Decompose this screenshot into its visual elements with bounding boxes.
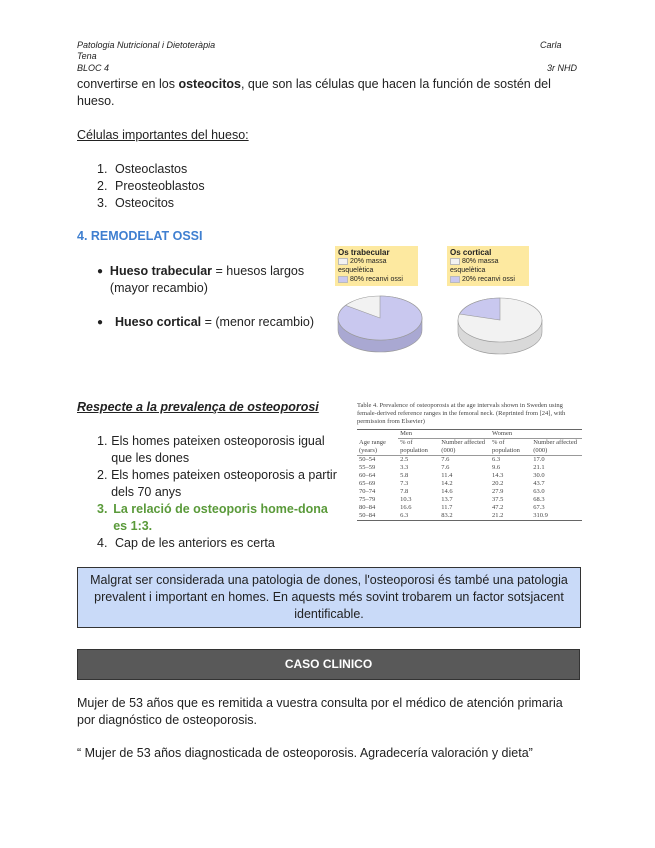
table-cell: 83.2 <box>441 512 453 519</box>
table-row <box>357 456 582 465</box>
table-cell: 5.8 <box>400 472 409 479</box>
course-title: Patologia Nutricional i Dietoteràpia <box>77 40 216 50</box>
list-item: 1. Osteoclastos <box>97 162 188 176</box>
trabecular-legend <box>335 246 418 286</box>
group-header-men: Men <box>398 430 490 439</box>
table-row <box>357 504 582 512</box>
list-item: 2. Els homes pateixen osteoporosis a partir dels 70 anys <box>97 468 337 499</box>
table-cell: 7.8 <box>400 488 409 495</box>
table-cell: 50–84 <box>359 512 376 519</box>
column-header: Age range (years) <box>359 438 386 454</box>
table-row <box>357 472 582 480</box>
legend-title: Os cortical <box>450 248 492 257</box>
table-cell: 11.4 <box>441 472 453 479</box>
swatch-icon <box>450 276 460 283</box>
table-cell: 14.6 <box>441 488 453 495</box>
table-cell: 3.3 <box>400 464 409 471</box>
table-cell: 14.2 <box>441 480 453 487</box>
group-label: 3r NHD <box>547 63 578 73</box>
table-cell: 7.3 <box>400 480 409 487</box>
table-cell: 6.3 <box>400 512 409 519</box>
table-row <box>357 496 582 504</box>
cells-heading: Células importantes del hueso: <box>77 128 249 142</box>
table-cell: 11.7 <box>441 504 453 511</box>
prevalence-list <box>97 433 345 552</box>
table-cell: 65–69 <box>359 480 376 487</box>
table-cell: 14.3 <box>492 472 504 479</box>
prevalence-table-figure <box>357 402 582 521</box>
table-cell: 20.2 <box>492 480 504 487</box>
swatch-icon <box>338 258 348 265</box>
table-cell: 67.3 <box>533 504 545 511</box>
list-item: ● Hueso trabecular = huesos largos (mayor recambio) <box>97 264 305 295</box>
table-row <box>357 464 582 472</box>
table-cell: 21.2 <box>492 512 504 519</box>
prevalence-heading: Respecte a la prevalença de osteoporosi <box>77 400 319 414</box>
list-item: 1. Els homes pateixen osteoporosis igual que les dones <box>97 434 325 465</box>
table-cell: 80–84 <box>359 504 376 511</box>
intro-text-pre: convertirse en los <box>77 77 179 91</box>
table-row <box>357 480 582 488</box>
intro-bold: osteocitos <box>178 77 241 91</box>
column-header: Number affected (000) <box>441 439 486 454</box>
block-label: BLOC 4 <box>77 63 110 73</box>
table-cell: 7.6 <box>441 456 450 463</box>
table-cell: 55–59 <box>359 464 376 471</box>
prevalence-table <box>357 429 582 521</box>
table-cell: 50–54 <box>359 456 376 463</box>
table-cell: 310.9 <box>533 512 548 519</box>
table-cell: 21.1 <box>533 464 545 471</box>
table-cell: 17.0 <box>533 456 545 463</box>
note-text: Malgrat ser considerada una patologia de dones, l'osteoporosi és també una patologia prevalent i important en homes. En aquests més sovint trobarem un factor sotsjacent identificable. <box>90 573 568 621</box>
list-item: 4. Cap de les anteriors es certa <box>97 536 275 550</box>
table-cell: 68.3 <box>533 496 545 503</box>
list-item: ● Hueso cortical = (menor recambio) <box>97 315 315 329</box>
table-cell: 75–79 <box>359 496 376 503</box>
cells-list <box>97 161 205 212</box>
table-cell: 70–74 <box>359 488 376 495</box>
legend-title: Os trabecular <box>338 248 390 257</box>
case-paragraph-2: “ Mujer de 53 años diagnosticada de osteoporosis. Agradecería valoración y dieta” <box>77 746 533 760</box>
intro-paragraph <box>77 76 582 110</box>
table-cell: 6.3 <box>492 456 501 463</box>
section-title: 4. REMODELAT OSSI <box>77 229 203 243</box>
table-cell: 10.3 <box>400 496 412 503</box>
author-last-name: Tena <box>77 51 97 61</box>
table-cell: 2.5 <box>400 456 409 463</box>
column-header: Number affected (000) <box>533 439 577 454</box>
table-caption: Table 4. Prevalence of osteoporosis at the age intervals shown in Sweden using female-derived reference ranges in the femoral neck. (Reprinted from [24], with permission from Elsevier) <box>357 402 566 425</box>
list-item: 3. Osteocitos <box>97 196 175 210</box>
swatch-icon <box>338 276 348 283</box>
table-cell: 13.7 <box>441 496 453 503</box>
column-header: % of population <box>492 439 520 454</box>
case-title-bar <box>77 649 580 680</box>
trabecular-pie-chart <box>335 288 425 354</box>
column-header: % of population <box>400 439 428 454</box>
legend-entry: 20% recanvi ossi <box>450 275 526 284</box>
case-paragraph-1: Mujer de 53 años que es remitida a vuestra consulta por el médico de atención primaria por diagnóstico de osteoporosis. <box>77 696 563 727</box>
table-cell: 43.7 <box>533 480 545 487</box>
case-title: CASO CLINICO <box>284 657 373 671</box>
table-cell: 63.0 <box>533 488 545 495</box>
list-item-highlight: 3. La relació de osteoporis home-dona es 1:3. <box>97 502 328 533</box>
note-box <box>77 567 581 628</box>
table-cell: 47.2 <box>492 504 504 511</box>
legend-entry: 80% massa esquelètica <box>450 258 499 274</box>
cortical-legend <box>447 246 529 286</box>
intro-text-post: , que son las células que hacen la función de sostén del hueso. <box>77 77 551 108</box>
table-cell: 37.5 <box>492 496 504 503</box>
author-first-name: Carla <box>540 40 562 50</box>
cortical-pie-chart <box>455 290 545 356</box>
list-item: 2. Preosteoblastos <box>97 179 205 193</box>
table-row <box>357 512 582 521</box>
bone-type-list <box>97 263 322 331</box>
table-cell: 7.6 <box>441 464 450 471</box>
table-cell: 9.6 <box>492 464 501 471</box>
legend-entry: 20% massa esquelètica <box>338 258 387 274</box>
table-cell: 16.6 <box>400 504 412 511</box>
table-cell: 27.9 <box>492 488 504 495</box>
table-cell: 30.0 <box>533 472 545 479</box>
legend-entry: 80% recanvi ossi <box>338 275 415 284</box>
table-cell: 60–64 <box>359 472 376 479</box>
group-header-women: Women <box>490 430 582 439</box>
table-row <box>357 488 582 496</box>
swatch-icon <box>450 258 460 265</box>
